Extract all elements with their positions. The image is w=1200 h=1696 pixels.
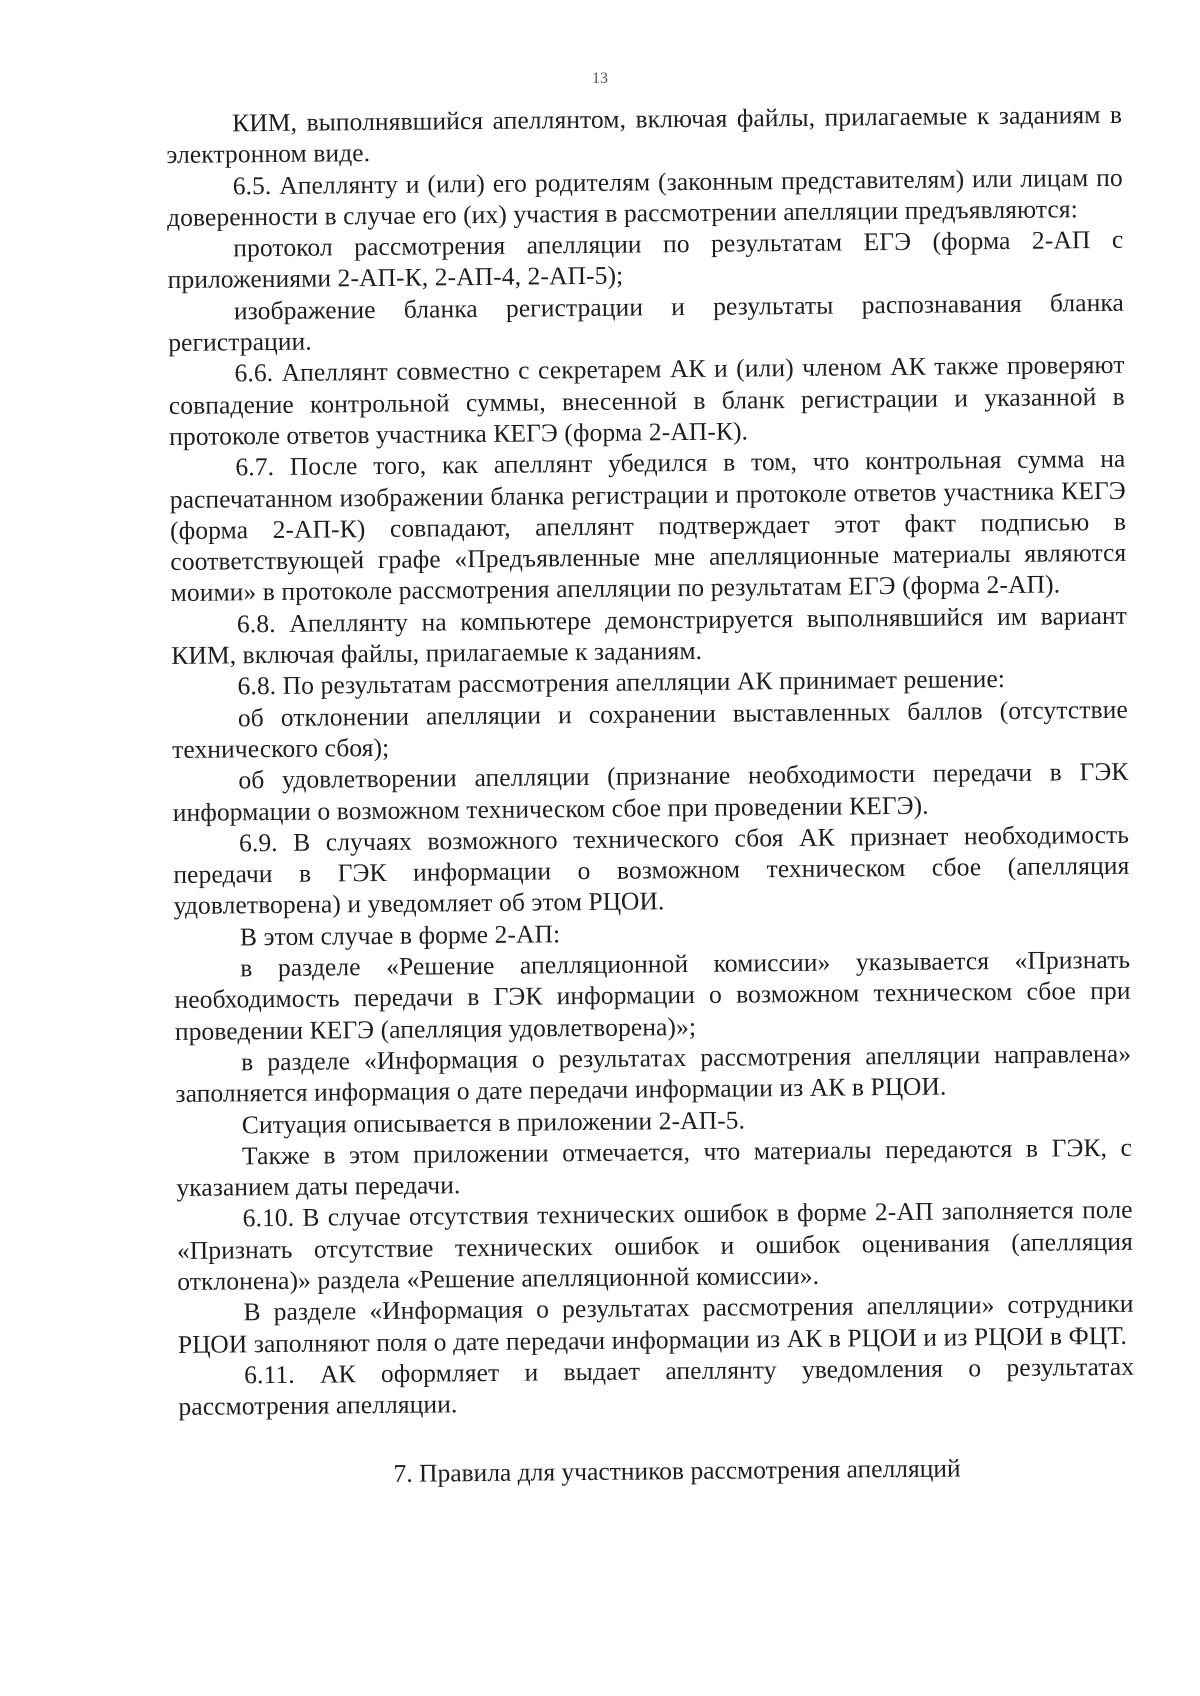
paragraph: изображение бланка регистрации и результаты распознавания бланка регистрации. [168,287,1125,358]
paragraph: в разделе «Решение апелляционной комиссии» указывается «Признать необходимость передачи в ГЭК информации о возможном техническом сбое при проведении КЕГЭ (апелляция удовлетворена)»; [174,944,1131,1046]
paragraph: В разделе «Информация о результатах рассмотрения апелляции» сотрудники РЦОИ заполняют поля о дате передачи информации из АК в РЦОИ и из РЦОИ в ФЦТ. [177,1289,1134,1359]
paragraph: В этом случае в форме 2-АП: [239,918,561,952]
paragraph: 6.6. Апеллянт совместно с секретарем АК и (или) членом АК также проверяют совпадение контрольной суммы, внесенной в бланк регистрации и указанной в протоколе ответов участника КЕГЭ (форма 2-АП-К). [168,350,1125,451]
paragraph: 6.8. По результатам рассмотрения апелляции АК принимает решение: [237,664,1006,701]
paragraph: Также в этом приложении отмечается, что материалы передаются в ГЭК, с указанием даты передачи. [176,1132,1133,1203]
paragraph: КИМ, выполнявшийся апеллянтом, включая файлы, прилагаемые к заданиям в электронном виде. [166,99,1123,170]
paragraph: протокол рассмотрения апелляции по результатам ЕГЭ (форма 2-АП с приложениями 2-АП-К, 2-АП-4, 2-АП-5); [167,225,1124,295]
paragraph: 6.9. В случаях возможного технического сбоя АК признает необходимость передачи в ГЭК информации о возможном техническом сбое (апелляция удовлетворена) и уведомляет об этом РЦОИ. [173,819,1130,921]
paragraph: 6.7. После того, как апеллянт убедился в том, что контрольная сумма на распечатанном изображении бланка регистрации и протоколе ответов участника КЕГЭ (форма 2-АП-К) совпадают, апеллянт подтверждает этот факт подписью в соответствующей графе «Предъявленные мне апелляционные материалы являются моими» в протоколе рассмотрения апелляции по результатам ЕГЭ (форма 2-АП). [169,444,1127,608]
paragraph: 6.8. Апеллянту на компьютере демонстрируется выполнявшийся им вариант КИМ, включая файлы, прилагаемые к заданиям. [171,600,1128,671]
paragraph: 6.5. Апеллянту и (или) его родителям (законным представителям) или лицам по доверенности в случае его (их) участия в рассмотрении апелляции предъявляются: [166,162,1123,232]
paragraph: в разделе «Информация о результатах рассмотрения апелляции направлена» заполняется информация о дате передачи информации из АК в РЦОИ. [175,1038,1132,1109]
paragraph: об отклонении апелляции и сохранении выставленных баллов (отсутствие технического сбоя); [172,694,1128,764]
section-heading: 7. Правила для участников рассмотрения апелляций [393,1453,961,1489]
document-body [166,99,1135,1492]
paragraph: 6.10. В случае отсутствия технических ошибок в форме 2-АП заполняется поле «Признать отсутствие технических ошибок и ошибок оценивания (апелляция отклонена)» раздела «Решение апелляционной комиссии». [176,1195,1134,1296]
paragraph: об удовлетворении апелляции (признание необходимости передачи в ГЭК информации о возможном техническом сбое при проведении КЕГЭ). [172,757,1129,827]
page-number: 13 [592,70,608,87]
paragraph: Ситуация описывается в приложении 2-АП-5. [241,1104,746,1139]
paragraph: 6.11. АК оформляет и выдает апеллянту уведомления о результатах рассмотрения апелляции. [178,1351,1135,1422]
